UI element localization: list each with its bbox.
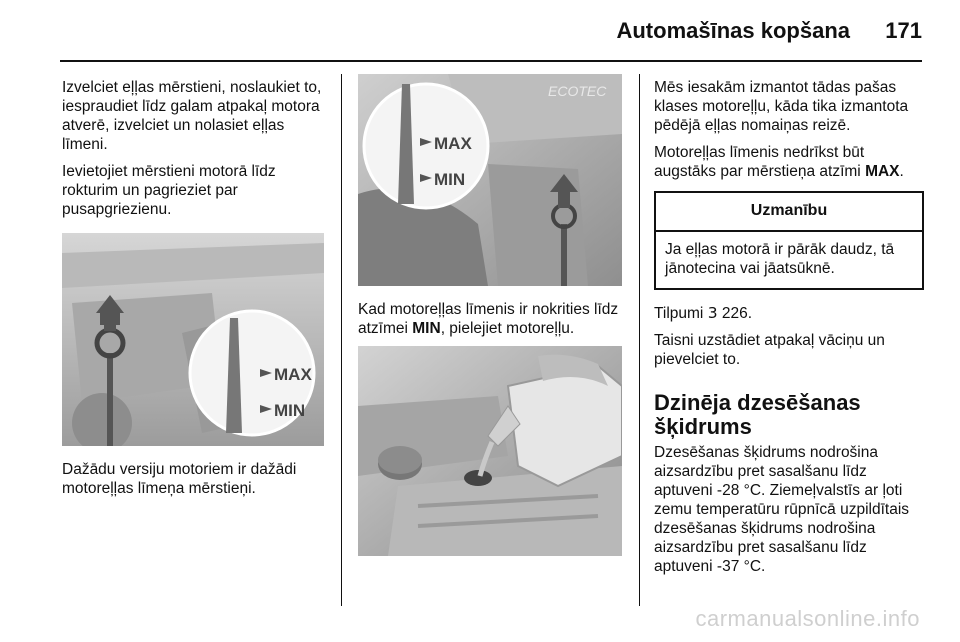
header-rule xyxy=(60,60,922,62)
dipstick-figure-2 xyxy=(358,74,622,286)
column-1 xyxy=(62,78,327,506)
oil-max-mark: MAX xyxy=(865,163,900,180)
paragraph-oil-class: Mēs iesakām izmantot tādas pašas klases motoreļļu, kāda tika izmantota pēdējā eļļas nomaiņas reizē. xyxy=(654,79,909,134)
paragraph-insert-dipstick: Ievietojiet mērstieni motorā līdz rokturim un pagrieziet par pusapgriezienu. xyxy=(62,163,276,218)
page-title: Automašīnas kopšana xyxy=(616,18,850,43)
page-header xyxy=(0,0,960,62)
warning-box xyxy=(654,191,924,290)
figure-2-caption xyxy=(358,300,624,338)
caption-text-end: , pielejiet motoreļļu. xyxy=(440,320,575,337)
column-3 xyxy=(654,78,924,584)
column-2 xyxy=(358,78,624,556)
paragraph-cap: Taisni uzstādiet atpakaļ vāciņu un pievelciet to. xyxy=(654,332,885,368)
page-number: 171 xyxy=(885,18,922,43)
engine-illustration-2 xyxy=(358,74,622,286)
engine-brand-text: ECOTEC xyxy=(548,83,607,99)
oil-pour-illustration xyxy=(358,346,622,556)
min-mark-label: MIN xyxy=(274,401,306,420)
caption-text: Kad motoreļļas līmenis ir nokrities līdz atzīmei xyxy=(358,301,619,337)
paragraph-pull-dipstick: Izvelciet eļļas mērstieni, noslaukiet to, iespraudiet līdz galam atpakaļ motora atverē, izvelciet un nolasiet eļļas līmeni. xyxy=(62,79,322,153)
caption-min-mark: MIN xyxy=(412,320,441,337)
paragraph-coolant: Dzesēšanas šķidrums nodrošina aizsardzību pret sasalšanu līdz aptuveni -28 °C. Ziemeļvalstīs ar ļoti zemu temperatūru rūpnīcā uzpildītais dzesēšanas šķidrums nodrošina aizsardzību pret sasalšanu līdz aptuveni -37 °C. xyxy=(654,444,910,575)
oil-refill-figure xyxy=(358,346,622,556)
column-divider-2 xyxy=(639,74,640,606)
warning-text: Ja eļļas motorā ir pārāk daudz, tā jānotecina vai jāatsūknē. xyxy=(665,241,895,277)
max-mark-label: MAX xyxy=(434,134,472,153)
column-divider-1 xyxy=(341,74,342,606)
paragraph-oil-max xyxy=(654,143,924,181)
dipstick-figure-1 xyxy=(62,233,324,446)
figure-1-caption: Dažādu versiju motoriem ir dažādi motoreļļas līmeņa mērstieņi. xyxy=(62,461,297,497)
oil-max-text-end: . xyxy=(899,163,904,180)
capacity-label: Tilpumi xyxy=(654,305,704,322)
oil-max-text: Motoreļļas līmenis nedrīkst būt augstāks par mērstieņa atzīmi xyxy=(654,144,866,180)
footer-watermark: carmanualsonline.info xyxy=(695,606,920,631)
max-mark-label: MAX xyxy=(274,365,312,384)
min-mark-label: MIN xyxy=(434,170,466,189)
capacity-page: 226. xyxy=(721,305,753,322)
engine-illustration-1 xyxy=(62,233,324,446)
capacity-reference xyxy=(654,304,924,323)
section-heading-coolant: Dzinēja dzesēšanas šķidrums xyxy=(654,390,861,439)
warning-title: Uzmanību xyxy=(656,193,922,232)
page-reference-arrow-icon: 3 xyxy=(707,304,718,322)
